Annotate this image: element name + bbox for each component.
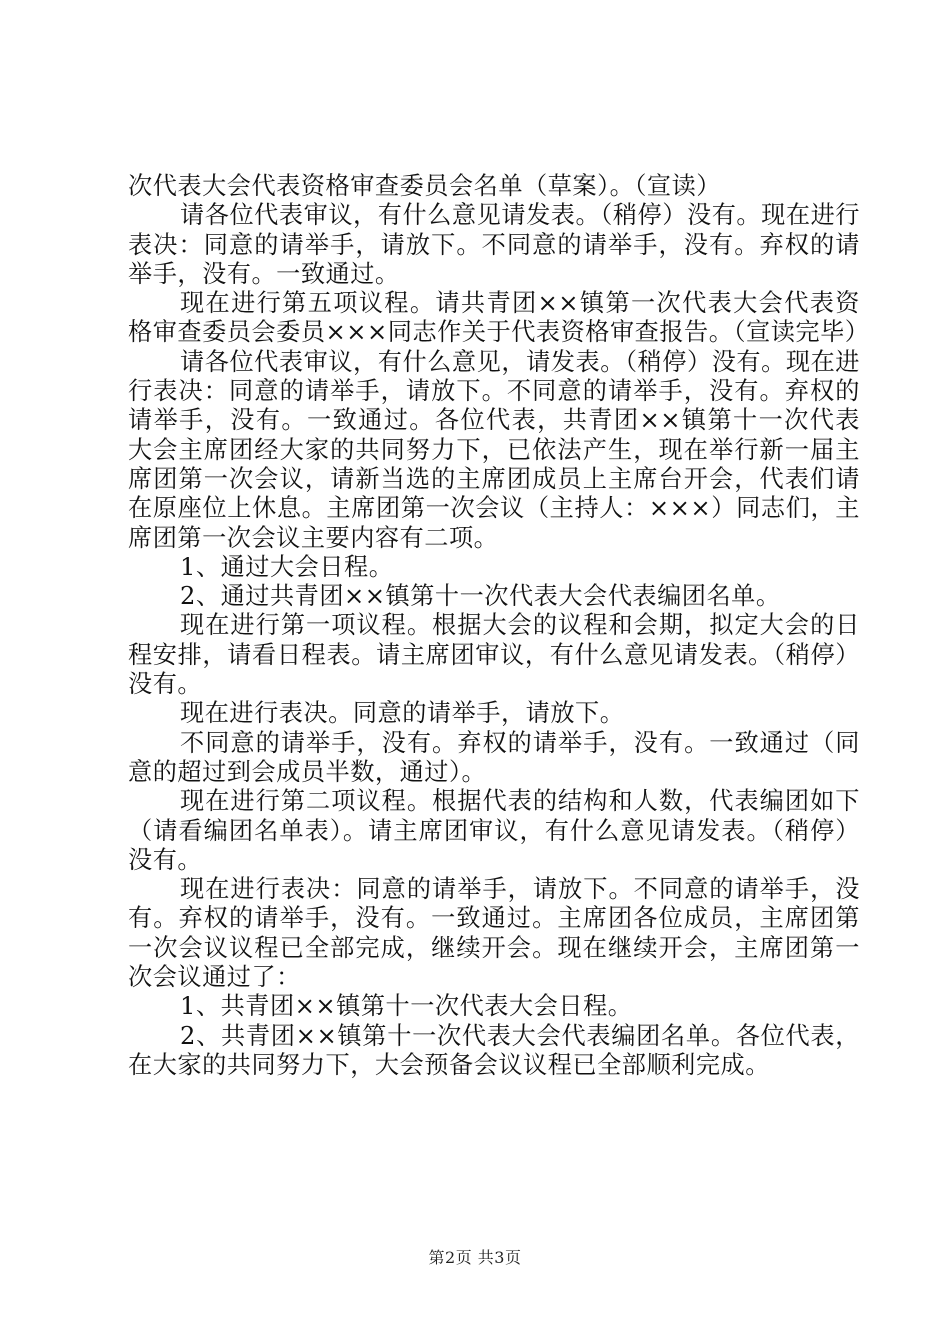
paragraph: 请各位代表审议，有什么意见，请发表。（稍停）没有。现在进行表决：同意的请举手，请放下。不同意的请举手，没有。弃权的请举手，没有。一致通过。各位代表，共青团××镇第十一次代表大会主席团经大家的共同努力下，已依法产生，现在举行新一届主席团第一次会议，请新当选的主席团成员上主席台开会，代表们请在原座位上休息。主席团第一次会议（主持人：×××）同志们，主席团第一次会议主要内容有二项。 — [128, 347, 860, 552]
paragraph-continuation: 次代表大会代表资格审查委员会名单（草案）。（宣读） — [128, 172, 721, 200]
list-item: 1、共青团××镇第十一次代表大会日程。 — [180, 992, 633, 1021]
paragraph: 现在进行第二项议程。根据代表的结构和人数，代表编团如下（请看编团名单表）。请主席团审议，有什么意见请发表。（稍停）没有。 — [128, 787, 860, 874]
page-footer — [0, 1245, 950, 1268]
paragraph: 请各位代表审议，有什么意见请发表。（稍停）没有。现在进行表决：同意的请举手，请放下。不同意的请举手，没有。弃权的请举手，没有。一致通过。 — [128, 201, 860, 288]
paragraph: 现在进行第一项议程。根据大会的议程和会期，拟定大会的日程安排，请看日程表。请主席团审议，有什么意见请发表。（稍停）没有。 — [128, 611, 860, 699]
list-item: 2、通过共青团××镇第十一次代表大会代表编团名单。 — [180, 582, 781, 611]
paragraph: 不同意的请举手，没有。弃权的请举手，没有。一致通过（同意的超过到会成员半数，通过）。 — [128, 728, 860, 786]
list-item: 1、通过大会日程。 — [180, 552, 394, 581]
list-item: 2、共青团××镇第十一次代表大会代表编团名单。各位代表，在大家的共同努力下，大会预备会议议程已全部顺利完成。 — [128, 1021, 860, 1079]
document-body — [128, 172, 870, 1080]
paragraph: 现在进行表决：同意的请举手，请放下。不同意的请举手，没有。弃权的请举手，没有。一致通过。主席团各位成员，主席团第一次会议议程已全部完成，继续开会。现在继续开会，主席团第一次会议通过了： — [128, 875, 860, 992]
paragraph: 现在进行第五项议程。请共青团××镇第一次代表大会代表资格审查委员会委员×××同志作关于代表资格审查报告。（宣读完毕） — [128, 289, 870, 347]
paragraph: 现在进行表决。同意的请举手，请放下。 — [180, 699, 625, 728]
page-number-label: 第2页 共3页 — [428, 1248, 522, 1267]
